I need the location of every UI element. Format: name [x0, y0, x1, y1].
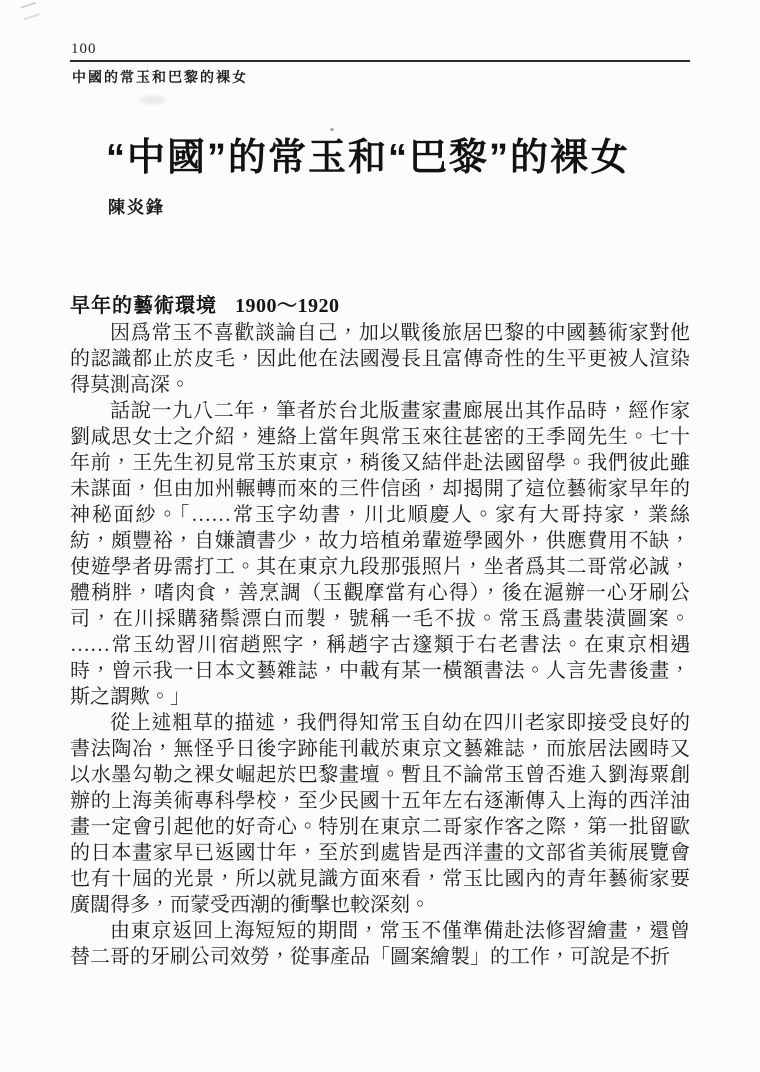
running-head: 中國的常玉和巴黎的裸女: [72, 69, 248, 85]
text-line: 因爲常玉不喜歡談論自己，加以戰後旅居巴黎的中國藝術家對他: [110, 322, 690, 344]
article-author: 陳炎鋒: [108, 198, 165, 217]
text-line: 由東京返回上海短短的期間，常玉不僅準備赴法修習繪畫，還曾: [110, 920, 690, 942]
scan-artifact: [140, 96, 166, 104]
article-title: “中國”的常玉和“巴黎”的裸女: [106, 137, 631, 179]
text-line: 斯之謂歟。」: [70, 686, 190, 708]
text-line: ……常玉幼習川宿趙熙字，稱趙字古邃類于右老書法。在東京相遇: [70, 634, 690, 656]
scan-artifact: [20, 2, 40, 20]
header-rule: [70, 60, 690, 62]
section-heading-text: 早年的藝術環境: [70, 295, 217, 317]
text-line: 書法陶冶，無怪乎日後字跡能刊載於東京文藝雜誌，而旅居法國時又: [70, 738, 690, 760]
text-line: 替二哥的牙刷公司效勞，從事產品「圖案繪製」的工作，可說是不折: [70, 946, 670, 968]
text-line: 神秘面紗。「……常玉字幼書，川北順慶人。家有大哥持家，業絲: [70, 504, 690, 526]
text-line: 也有十屆的光景，所以就見識方面來看，常玉比國內的青年藝術家要: [70, 868, 690, 890]
text-line: 劉咸思女士之介紹，連絡上當年與常玉來往甚密的王季岡先生。七十: [70, 426, 690, 448]
section-period: 1900～1920: [235, 295, 340, 317]
text-line: 時，曾示我一日本文藝雜誌，中載有某一橫額書法。人言先書後畫，: [70, 660, 690, 682]
text-line: 廣闊得多，而蒙受西潮的衝擊也較深刻。: [70, 894, 430, 916]
text-line: 的日本畫家早已返國廿年，至於到處皆是西洋畫的文部省美術展覽會: [70, 842, 690, 864]
text-line: 畫一定會引起他的好奇心。特別在東京二哥家作客之際，第一批留歐: [70, 816, 690, 838]
section-heading: [70, 289, 340, 318]
text-line: 得莫測高深。: [70, 374, 190, 396]
text-line: 紡，頗豐裕，自嫌讀書少，故力培植弟輩遊學國外，供應費用不缺，: [70, 530, 690, 552]
text-line: 以水墨勾勒之裸女崛起於巴黎畫壇。暫且不論常玉曾否進入劉海粟創: [70, 764, 690, 786]
text-line: 司，在川採購豬鬃漂白而製，號稱一毛不拔。常玉爲畫裝潢圖案。: [70, 608, 690, 630]
text-line: 辦的上海美術專科學校，至少民國十五年左右逐漸傳入上海的西洋油: [70, 790, 690, 812]
page-number: 100: [71, 41, 97, 57]
text-line: 年前，王先生初見常玉於東京，稍後又結伴赴法國留學。我們彼此雖: [70, 452, 690, 474]
text-line: 體稍胖，嗜肉食，善烹調（玉觀摩當有心得），後在滬辦一心牙刷公: [70, 582, 690, 604]
text-line: 從上述粗草的描述，我們得知常玉自幼在四川老家即接受良好的: [110, 712, 690, 734]
article-body: [70, 320, 690, 970]
text-line: 的認識都止於皮毛，因此他在法國漫長且富傳奇性的生平更被人渲染: [70, 348, 690, 370]
text-line: 話說一九八二年，筆者於台北版畫家畫廊展出其作品時，經作家: [110, 400, 690, 422]
text-line: 未謀面，但由加州輾轉而來的三件信函，却揭開了這位藝術家早年的: [70, 478, 690, 500]
text-line: 使遊學者毋需打工。其在東京九段那張照片，坐者爲其二哥常必誠，: [70, 556, 690, 578]
